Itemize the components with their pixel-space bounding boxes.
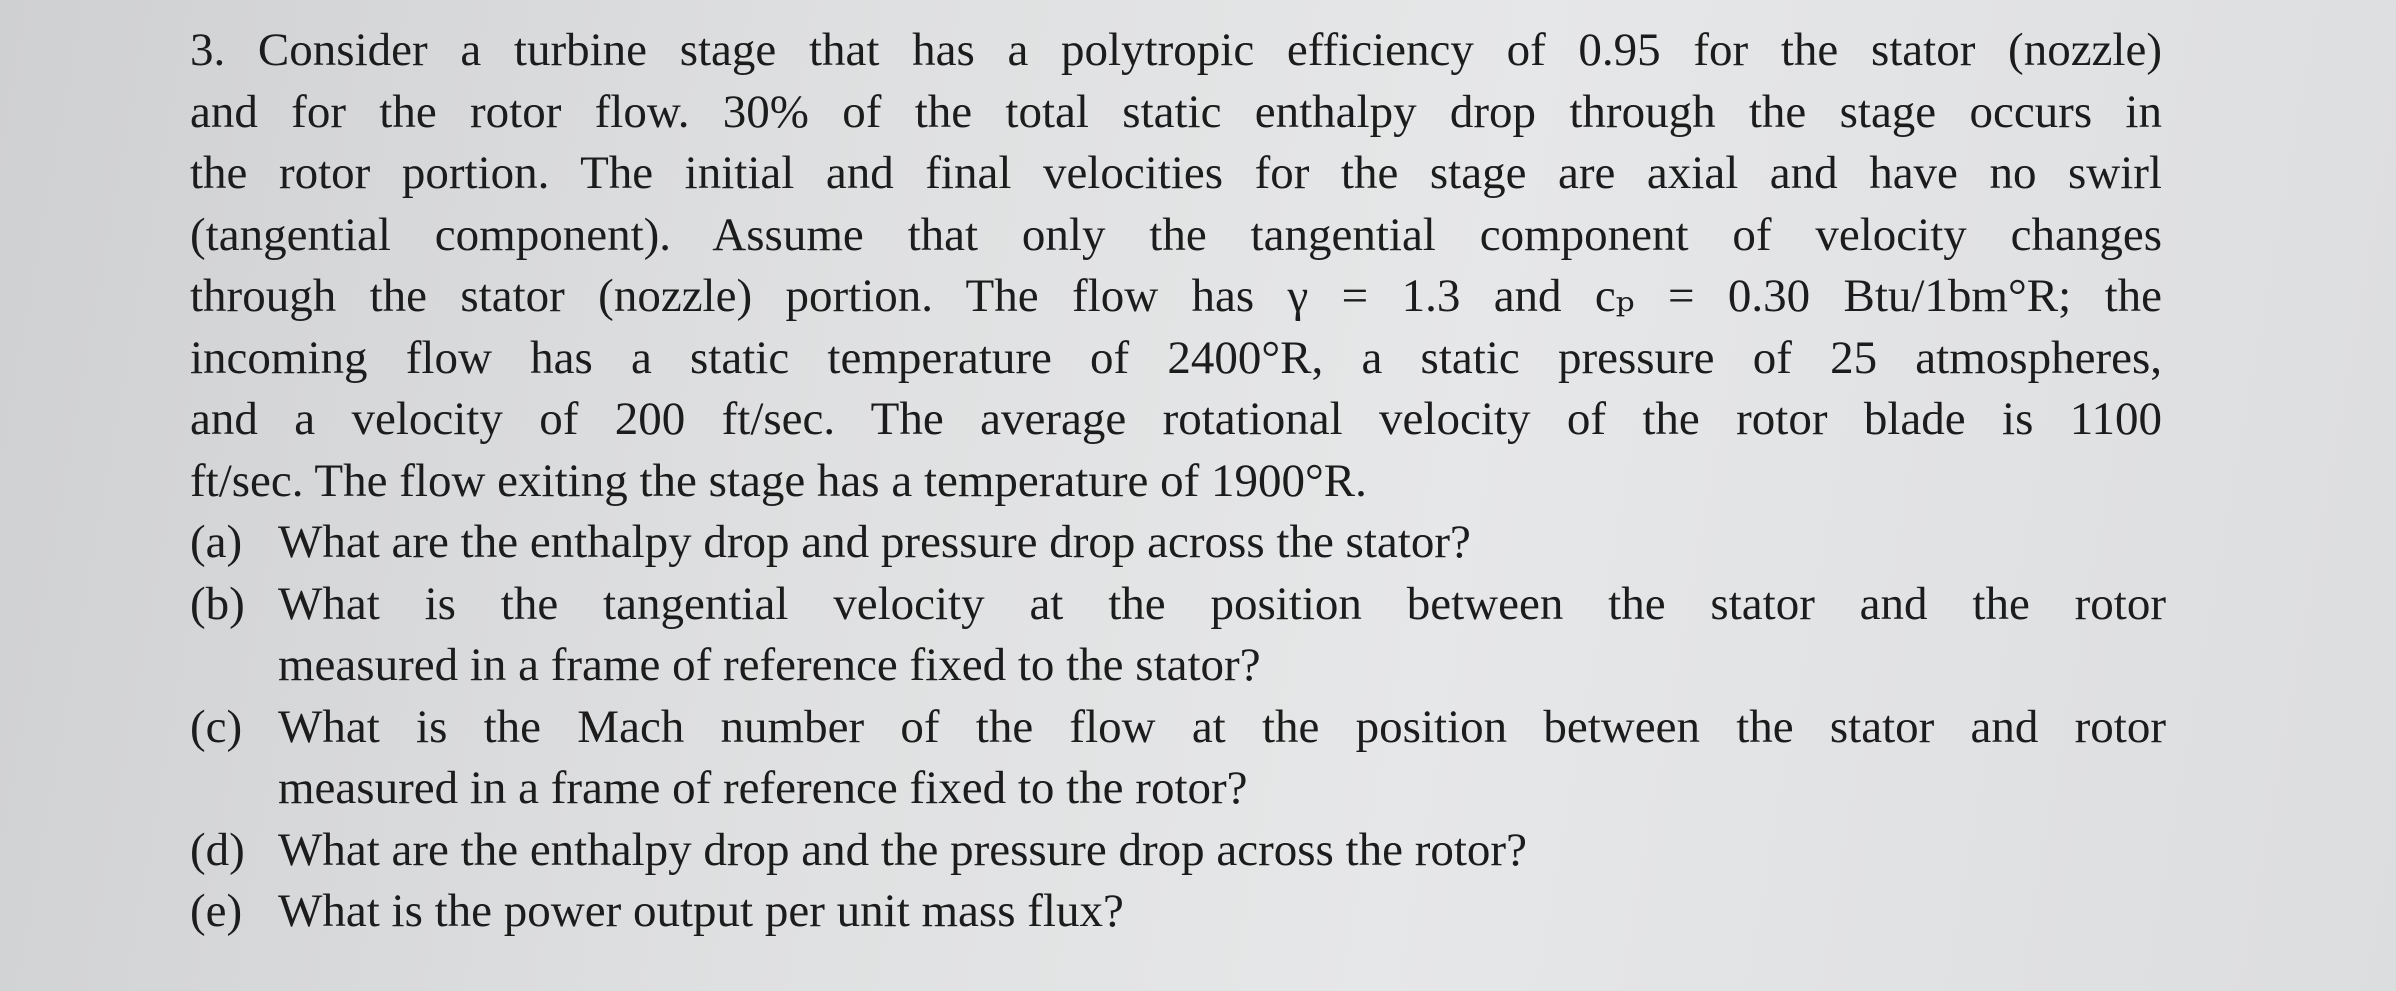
question-e-label: (e) <box>190 885 243 937</box>
intro-line-4: (tangential component). Assume that only the tangential component of velocity changes <box>190 208 2162 261</box>
question-a-text: What are the enthalpy drop and pressure drop across the stator? <box>278 516 1471 568</box>
question-e-text: What is the power output per unit mass flux? <box>278 885 1124 937</box>
intro-line-7: and a velocity of 200 ft/sec. The average rotational velocity of the rotor blade is 1100 <box>190 393 2162 445</box>
question-a <box>190 512 2190 574</box>
question-c <box>190 697 2190 759</box>
intro-line-2: and for the rotor flow. 30% of the total static enthalpy drop through the stage occurs in <box>190 85 2162 138</box>
question-b-label: (b) <box>190 577 245 630</box>
question-d-text: What are the enthalpy drop and the pressure drop across the rotor? <box>278 823 1527 876</box>
question-d <box>190 820 2190 882</box>
question-c-text-1: What is the Mach number of the flow at the position between the stator and rotor <box>278 700 2166 753</box>
intro-line-3: the rotor portion. The initial and final velocities for the stage are axial and have no swirl <box>190 147 2162 199</box>
intro-line-8: ft/sec. The flow exiting the stage has a temperature of 1900°R. <box>190 454 1367 507</box>
question-b-text-1: What is the tangential velocity at the position between the stator and the rotor <box>278 577 2166 630</box>
question-c-text-2: measured in a frame of reference fixed to the rotor? <box>278 762 1248 814</box>
question-c-label: (c) <box>190 700 243 753</box>
problem-text <box>190 20 2190 943</box>
question-b <box>190 574 2190 636</box>
question-b-text-2: measured in a frame of reference fixed to the stator? <box>278 639 1261 691</box>
intro-line-6: incoming flow has a static temperature of 2400°R, a static pressure of 25 atmospheres, <box>190 331 2162 384</box>
question-e <box>190 881 2190 943</box>
question-a-label: (a) <box>190 516 243 568</box>
intro-line-1: 3. Consider a turbine stage that has a polytropic efficiency of 0.95 for the stator (nozzle) <box>190 24 2162 76</box>
question-d-label: (d) <box>190 823 245 876</box>
intro-line-5: through the stator (nozzle) portion. The flow has γ = 1.3 and cₚ = 0.30 Btu/1bm°R; the <box>190 270 2162 322</box>
